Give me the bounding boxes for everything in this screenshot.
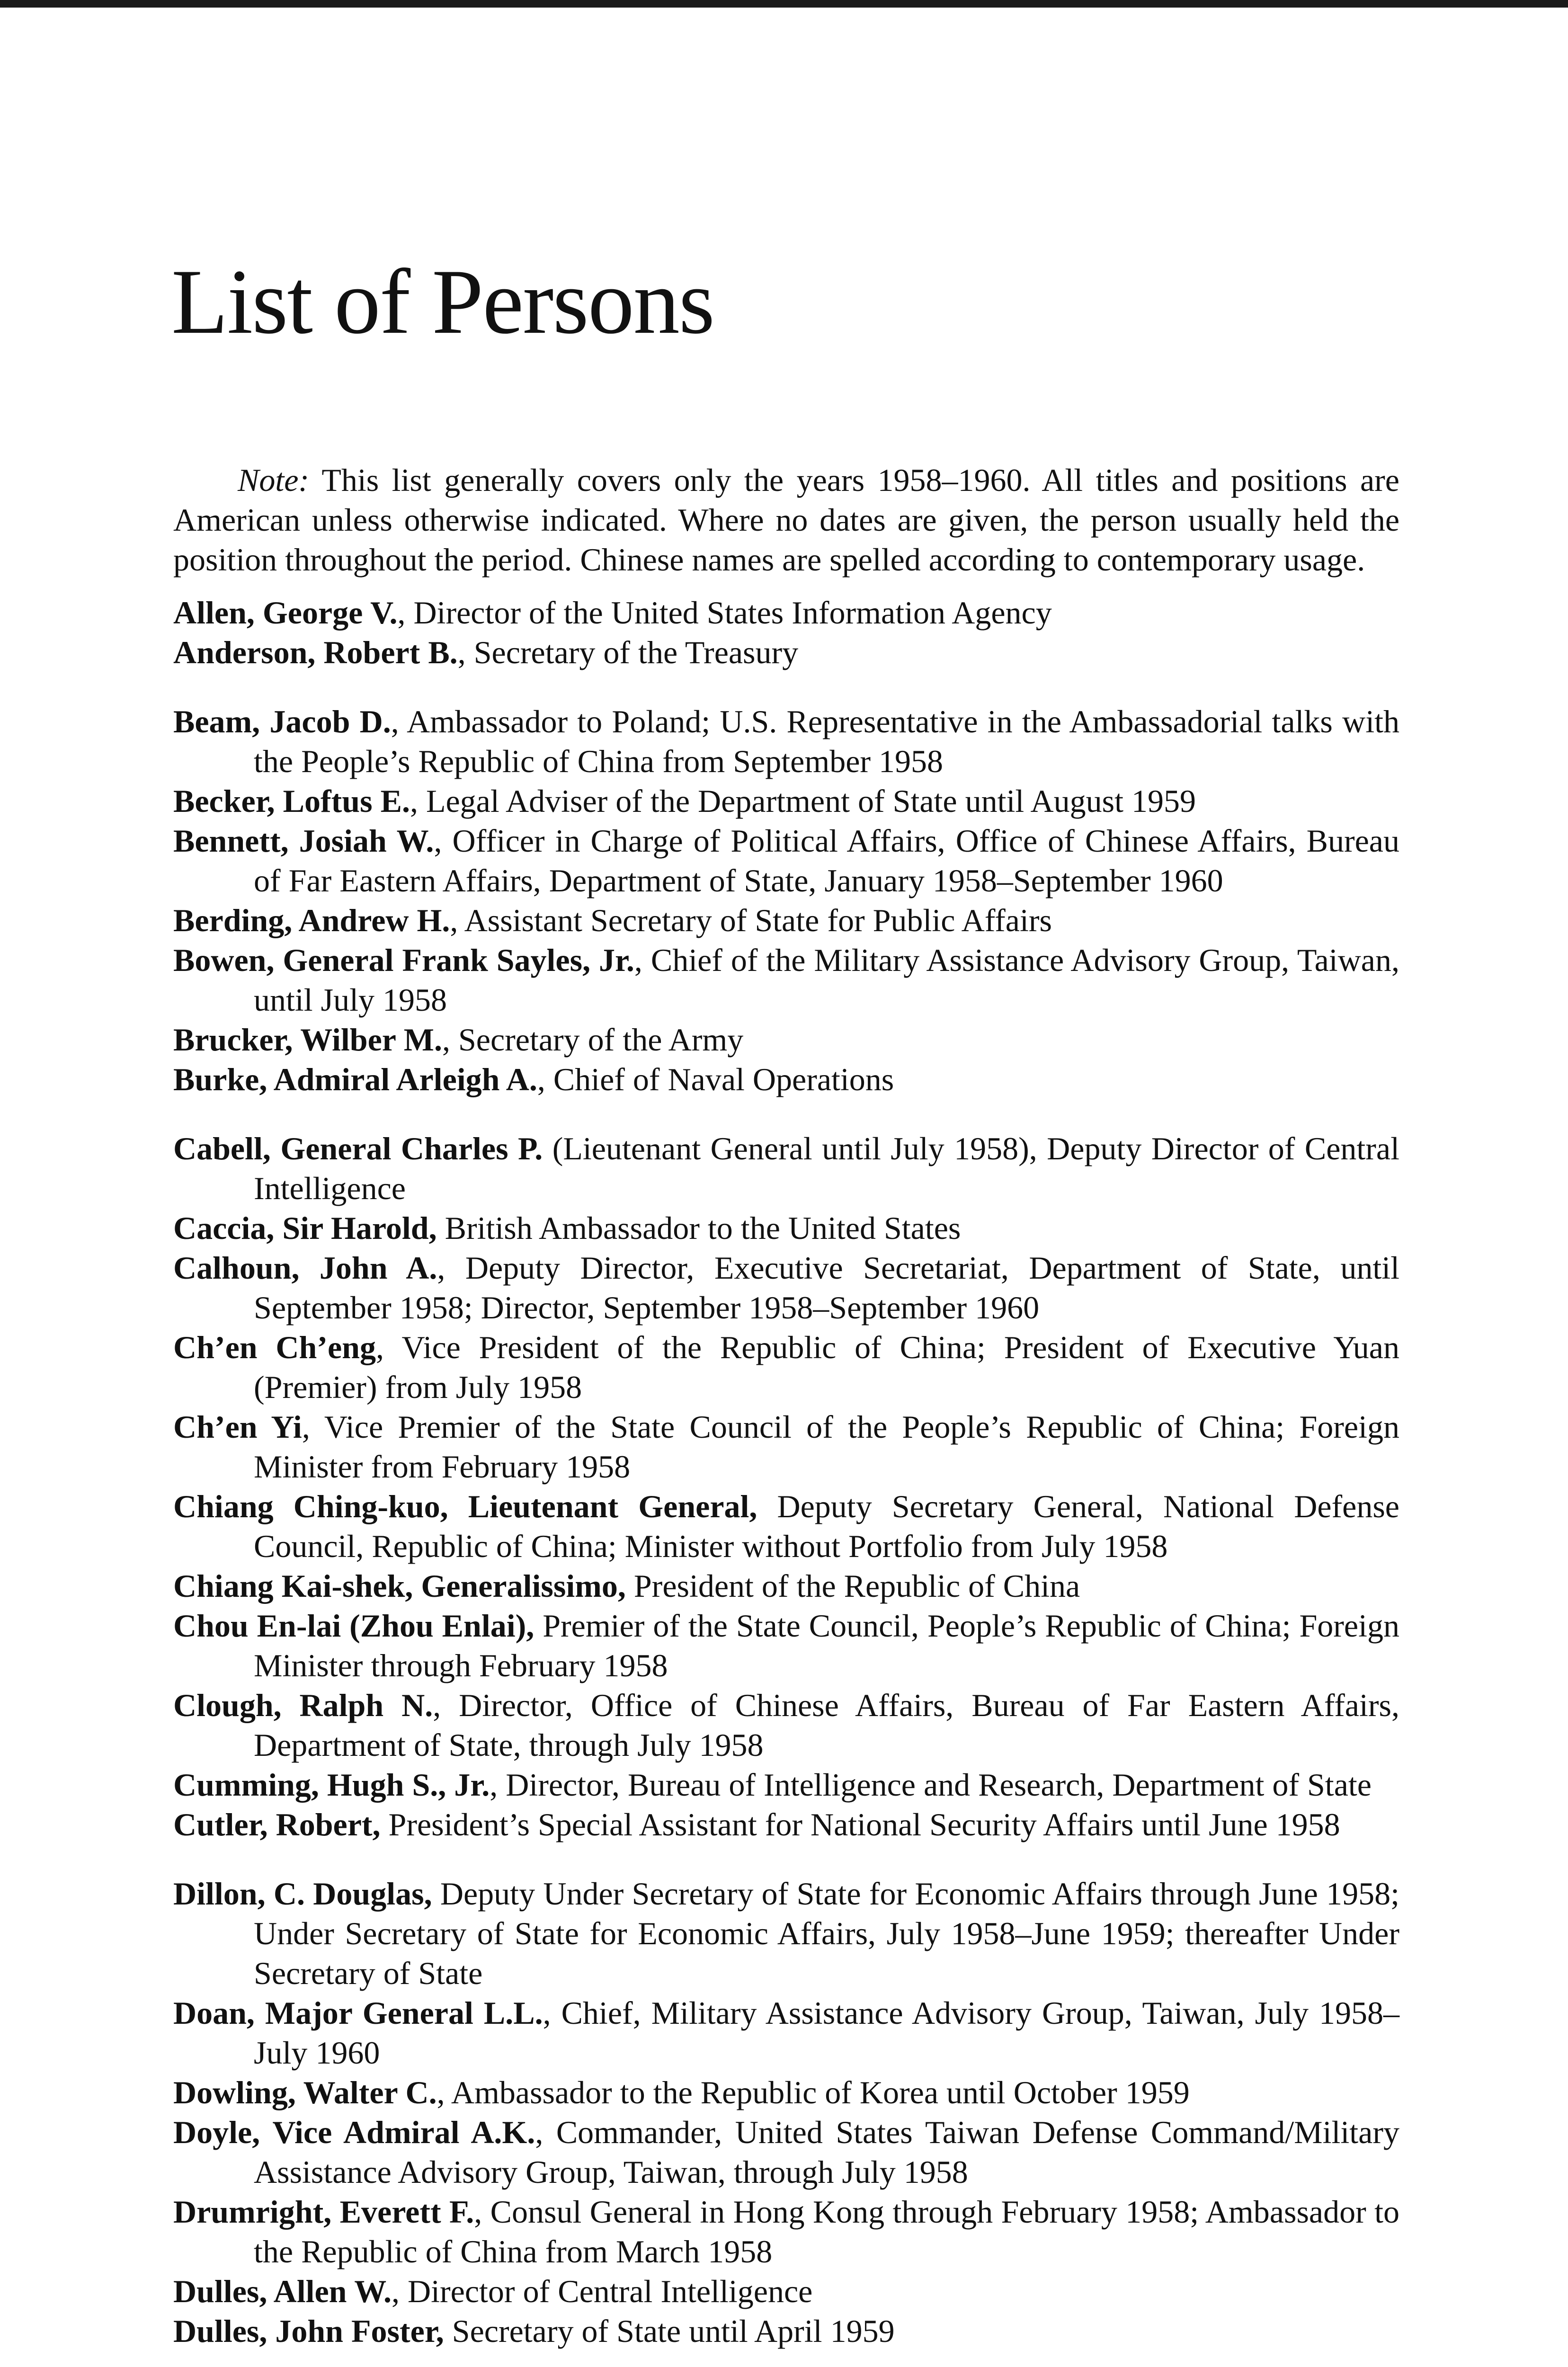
person-entry — [173, 940, 1399, 1020]
person-description: , Secretary of the Treasury — [457, 634, 799, 670]
person-description: , Director, Bureau of Intelligence and Research, Department of State — [490, 1767, 1372, 1803]
person-name: Dulles, Allen W. — [173, 2273, 392, 2309]
person-name: Calhoun, John A. — [173, 1250, 437, 1286]
person-description: , Director of the United States Information Agency — [397, 595, 1052, 631]
person-description: , Legal Adviser of the Department of State until August 1959 — [410, 783, 1196, 819]
note-paragraph — [173, 460, 1399, 579]
person-description: Deputy Under Secretary of State for Economic Affairs through June 1958; Under Secretary of State for Economic Affairs, July 1958–June 1959; thereafter Under Secretary of State — [254, 1876, 1399, 1991]
top-rule — [0, 0, 1568, 8]
person-name: Becker, Loftus E. — [173, 783, 410, 819]
person-entry — [173, 1129, 1399, 1208]
person-entry — [173, 900, 1399, 940]
person-description: , Vice President of the Republic of China; President of Executive Yuan (Premier) from July 1958 — [254, 1329, 1399, 1405]
person-entry — [173, 1805, 1399, 1844]
person-entry — [173, 2073, 1399, 2112]
person-name: Cabell, General Charles P. — [173, 1130, 543, 1166]
person-description: , Chief, Military Assistance Advisory Group, Taiwan, July 1958–July 1960 — [254, 1995, 1399, 2071]
person-description: , Ambassador to the Republic of Korea until October 1959 — [437, 2074, 1190, 2110]
person-entry — [173, 1606, 1399, 1685]
group-b — [173, 702, 1399, 1099]
person-description: , Assistant Secretary of State for Public Affairs — [450, 902, 1052, 938]
person-name: Ch’en Ch’eng — [173, 1329, 376, 1365]
person-entry — [173, 1208, 1399, 1248]
person-entry — [173, 1059, 1399, 1099]
person-entry — [173, 702, 1399, 781]
page-title: List of Persons — [171, 250, 714, 353]
person-name: Bennett, Josiah W. — [173, 823, 434, 859]
person-name: Cumming, Hugh S., Jr. — [173, 1767, 490, 1803]
person-description: , Ambassador to Poland; U.S. Representative in the Ambassadorial talks with the People’s Republic of China from September 1958 — [254, 703, 1399, 779]
person-entry — [173, 2192, 1399, 2271]
person-entry — [173, 821, 1399, 900]
person-entry — [173, 593, 1399, 632]
person-name: Dowling, Walter C. — [173, 2074, 437, 2110]
person-entry — [173, 1685, 1399, 1765]
person-entry — [173, 781, 1399, 821]
person-name: Dulles, John Foster, — [173, 2313, 444, 2349]
person-name: Drumright, Everett F. — [173, 2194, 474, 2230]
person-entry — [173, 1248, 1399, 1327]
person-name: Doyle, Vice Admiral A.K. — [173, 2114, 535, 2150]
person-entry — [173, 2112, 1399, 2192]
person-entry — [173, 632, 1399, 672]
person-entry — [173, 1566, 1399, 1606]
person-description: , Director, Office of Chinese Affairs, Bureau of Far Eastern Affairs, Department of State, through July 1958 — [254, 1687, 1399, 1763]
person-name: Burke, Admiral Arleigh A. — [173, 1061, 537, 1097]
group-d — [173, 1874, 1399, 2351]
person-entry — [173, 1874, 1399, 1993]
person-description: (Lieutenant General until July 1958), Deputy Director of Central Intelligence — [254, 1130, 1400, 1206]
person-description: President of the Republic of China — [625, 1568, 1080, 1604]
person-name: Chiang Kai-shek, Generalissimo, — [173, 1568, 626, 1604]
person-description: , Officer in Charge of Political Affairs, Office of Chinese Affairs, Bureau of Far Eastern Affairs, Department of State, January 1958–September 1960 — [254, 823, 1399, 899]
persons-list — [173, 460, 1399, 2367]
note-label: Note: — [238, 462, 310, 498]
note-text: This list generally covers only the years 1958–1960. All titles and positions are American unless otherwise indicated. Where no dates are given, the person usually held the position throughout the period. Chinese names are spelled according to contemporary usage. — [173, 462, 1399, 578]
person-name: Clough, Ralph N. — [173, 1687, 433, 1723]
person-name: Chiang Ching-kuo, Lieutenant General, — [173, 1488, 757, 1524]
person-description: , Chief of the Military Assistance Advisory Group, Taiwan, until July 1958 — [254, 942, 1399, 1018]
person-name: Allen, George V. — [173, 595, 398, 631]
person-description: President’s Special Assistant for National Security Affairs until June 1958 — [380, 1806, 1340, 1842]
person-description: Premier of the State Council, People’s Republic of China; Foreign Minister through February 1958 — [254, 1608, 1400, 1683]
person-description: , Vice Premier of the State Council of the People’s Republic of China; Foreign Minister from February 1958 — [254, 1409, 1399, 1485]
person-name: Brucker, Wilber M. — [173, 1022, 442, 1058]
person-entry — [173, 1020, 1399, 1059]
person-name: Cutler, Robert, — [173, 1806, 381, 1842]
person-entry — [173, 1327, 1399, 1407]
person-entry — [173, 1765, 1399, 1805]
person-description: , Consul General in Hong Kong through February 1958; Ambassador to the Republic of China from March 1958 — [254, 2194, 1400, 2269]
person-entry — [173, 2271, 1399, 2311]
person-description: Secretary of State until April 1959 — [444, 2313, 895, 2349]
person-name: Berding, Andrew H. — [173, 902, 450, 938]
person-name: Ch’en Yi — [173, 1409, 302, 1445]
person-entry — [173, 1486, 1399, 1566]
person-description: , Director of Central Intelligence — [392, 2273, 813, 2309]
person-description: , Secretary of the Army — [442, 1022, 744, 1058]
person-description: Deputy Secretary General, National Defense Council, Republic of China; Minister without Portfolio from July 1958 — [254, 1488, 1399, 1564]
person-name: Chou En-lai (Zhou Enlai), — [173, 1608, 535, 1644]
person-entry — [173, 1407, 1399, 1486]
person-name: Beam, Jacob D. — [173, 703, 391, 739]
group-a — [173, 593, 1399, 672]
group-c — [173, 1129, 1399, 1844]
person-entry — [173, 1993, 1399, 2073]
person-description: , Chief of Naval Operations — [537, 1061, 894, 1097]
person-entry — [173, 2311, 1399, 2351]
person-name: Bowen, General Frank Sayles, Jr. — [173, 942, 634, 978]
person-name: Dillon, C. Douglas, — [173, 1876, 432, 1912]
person-description: British Ambassador to the United States — [437, 1210, 961, 1246]
person-name: Anderson, Robert B. — [173, 634, 458, 670]
person-description: , Commander, United States Taiwan Defense Command/Military Assistance Advisory Group, Taiwan, through July 1958 — [254, 2114, 1400, 2190]
person-description: , Deputy Director, Executive Secretariat, Department of State, until September 1958; Director, September 1958–September 1960 — [254, 1250, 1400, 1326]
person-name: Doan, Major General L.L. — [173, 1995, 543, 2031]
person-name: Caccia, Sir Harold, — [173, 1210, 437, 1246]
